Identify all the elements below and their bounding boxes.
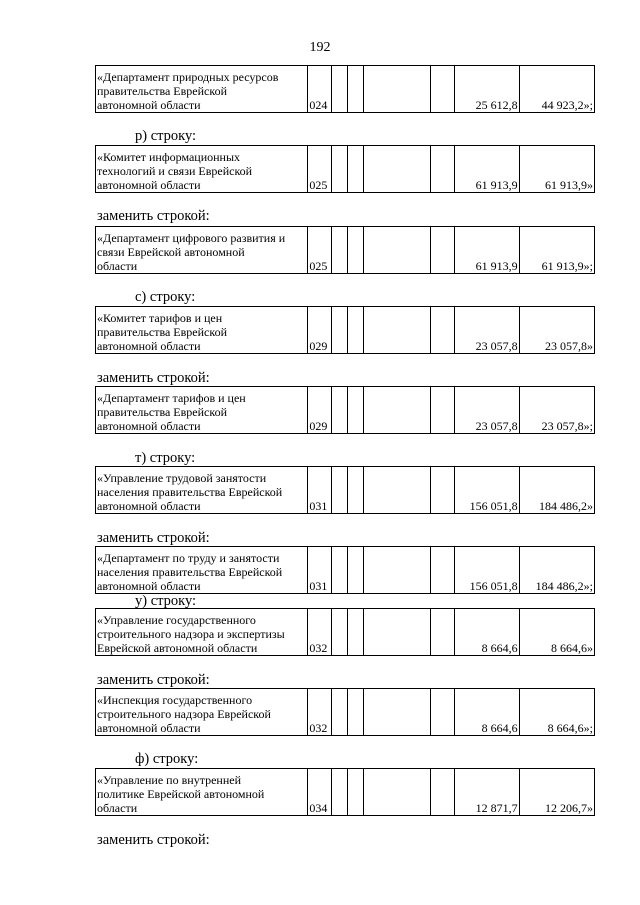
table-row (95, 466, 595, 514)
empty-cell (347, 387, 363, 434)
row-name-line: «Департамент по труду и занятости (97, 551, 280, 565)
page-number: 192 (309, 40, 331, 55)
empty-cell (431, 227, 455, 274)
row-code: 029 (308, 387, 332, 434)
row-name-line: правительства Еврейской (97, 405, 227, 419)
row-name-line: области (97, 259, 138, 273)
empty-cell (347, 547, 363, 594)
row-name-line: «Комитет тарифов и цен (97, 311, 223, 325)
row-name-line: автономной области (97, 98, 201, 112)
empty-cell (364, 146, 431, 193)
empty-cell (332, 146, 347, 193)
row-value-1: 25 612,8 (454, 66, 519, 113)
empty-cell (364, 66, 431, 113)
empty-cell (332, 769, 347, 816)
empty-cell (332, 227, 347, 274)
row-name-line: «Департамент тарифов и цен (97, 391, 246, 405)
section-heading: т) строку: (135, 450, 196, 466)
section-heading: р) строку: (135, 128, 197, 144)
row-code: 034 (308, 769, 332, 816)
row-name-cell (96, 227, 308, 274)
table-row (95, 145, 595, 193)
row-name-line: автономной области (97, 339, 201, 353)
empty-cell (347, 609, 363, 656)
row-code: 025 (308, 146, 332, 193)
empty-cell (431, 146, 455, 193)
row-code: 029 (308, 307, 332, 354)
row-value-2: 12 206,7» (519, 769, 594, 816)
row-name-line: строительного надзора и экспертизы (97, 627, 285, 641)
row-value-2: 8 664,6» (519, 609, 594, 656)
table-row (95, 688, 595, 736)
row-name-line: автономной области (97, 419, 201, 433)
empty-cell (431, 689, 455, 736)
empty-cell (364, 467, 431, 514)
section-heading: заменить строкой: (97, 672, 210, 688)
row-value-2: 61 913,9»; (519, 227, 594, 274)
section-heading: у) строку: (135, 593, 197, 609)
empty-cell (431, 66, 455, 113)
table-row (95, 608, 595, 656)
row-value-2: 61 913,9» (519, 146, 594, 193)
section-heading: заменить строкой: (97, 208, 210, 224)
row-name-line: связи Еврейской автономной (97, 245, 245, 259)
empty-cell (431, 467, 455, 514)
empty-cell (332, 689, 347, 736)
row-name-line: технологий и связи Еврейской (97, 164, 253, 178)
empty-cell (332, 387, 347, 434)
row-name-cell (96, 769, 308, 816)
row-value-1: 8 664,6 (454, 609, 519, 656)
row-value-1: 23 057,8 (454, 307, 519, 354)
section-heading: заменить строкой: (97, 832, 210, 848)
table-row (95, 226, 595, 274)
empty-cell (364, 547, 431, 594)
row-value-1: 8 664,6 (454, 689, 519, 736)
table-row (95, 768, 595, 816)
empty-cell (431, 769, 455, 816)
row-name-line: политике Еврейской автономной (97, 787, 265, 801)
row-name-cell (96, 547, 308, 594)
row-name-cell (96, 609, 308, 656)
row-code: 025 (308, 227, 332, 274)
row-value-1: 61 913,9 (454, 146, 519, 193)
empty-cell (364, 307, 431, 354)
empty-cell (347, 227, 363, 274)
row-name-line: «Управление государственного (97, 613, 256, 627)
row-value-1: 12 871,7 (454, 769, 519, 816)
row-code: 032 (308, 689, 332, 736)
empty-cell (332, 467, 347, 514)
section-heading: заменить строкой: (97, 530, 210, 546)
empty-cell (347, 146, 363, 193)
row-code: 031 (308, 467, 332, 514)
empty-cell (332, 307, 347, 354)
empty-cell (332, 66, 347, 113)
row-value-1: 156 051,8 (454, 467, 519, 514)
empty-cell (347, 769, 363, 816)
section-heading: заменить строкой: (97, 370, 210, 386)
row-name-line: автономной области (97, 499, 201, 513)
row-value-1: 23 057,8 (454, 387, 519, 434)
row-name-line: «Управление по внутренней (97, 773, 241, 787)
empty-cell (364, 609, 431, 656)
row-name-cell (96, 387, 308, 434)
row-value-1: 61 913,9 (454, 227, 519, 274)
row-value-2: 184 486,2» (519, 467, 594, 514)
row-name-line: населения правительства Еврейской (97, 565, 283, 579)
row-code: 024 (308, 66, 332, 113)
row-name-cell (96, 467, 308, 514)
row-name-line: Еврейской автономной области (97, 641, 258, 655)
empty-cell (332, 609, 347, 656)
table-row (95, 546, 595, 594)
row-code: 031 (308, 547, 332, 594)
section-heading: ф) строку: (135, 751, 199, 767)
row-value-2: 44 923,2»; (519, 66, 594, 113)
empty-cell (364, 387, 431, 434)
row-name-line: области (97, 801, 138, 815)
empty-cell (364, 769, 431, 816)
row-value-2: 184 486,2»; (519, 547, 594, 594)
row-name-line: автономной области (97, 178, 201, 192)
empty-cell (347, 66, 363, 113)
row-name-line: автономной области (97, 579, 201, 593)
row-name-line: населения правительства Еврейской (97, 485, 283, 499)
row-name-line: «Департамент цифрового развития и (97, 231, 286, 245)
row-name-line: «Департамент природных ресурсов (97, 70, 279, 84)
row-name-line: «Инспекция государственного (97, 693, 253, 707)
empty-cell (364, 689, 431, 736)
row-value-2: 8 664,6»; (519, 689, 594, 736)
table-row (95, 386, 595, 434)
table-row (95, 65, 595, 113)
empty-cell (347, 467, 363, 514)
empty-cell (364, 227, 431, 274)
row-name-cell (96, 307, 308, 354)
row-value-1: 156 051,8 (454, 547, 519, 594)
row-name-line: правительства Еврейской (97, 325, 227, 339)
empty-cell (431, 547, 455, 594)
row-name-cell (96, 689, 308, 736)
empty-cell (431, 307, 455, 354)
empty-cell (347, 307, 363, 354)
row-code: 032 (308, 609, 332, 656)
row-name-line: автономной области (97, 721, 201, 735)
row-value-2: 23 057,8»; (519, 387, 594, 434)
empty-cell (347, 689, 363, 736)
table-row (95, 306, 595, 354)
row-name-cell (96, 66, 308, 113)
empty-cell (431, 387, 455, 434)
empty-cell (332, 547, 347, 594)
row-name-line: «Комитет информационных (97, 150, 241, 164)
row-name-cell (96, 146, 308, 193)
row-value-2: 23 057,8» (519, 307, 594, 354)
row-name-line: «Управление трудовой занятости (97, 471, 267, 485)
row-name-line: правительства Еврейской (97, 84, 227, 98)
section-heading: с) строку: (135, 289, 196, 305)
row-name-line: строительного надзора Еврейской (97, 707, 271, 721)
empty-cell (431, 609, 455, 656)
